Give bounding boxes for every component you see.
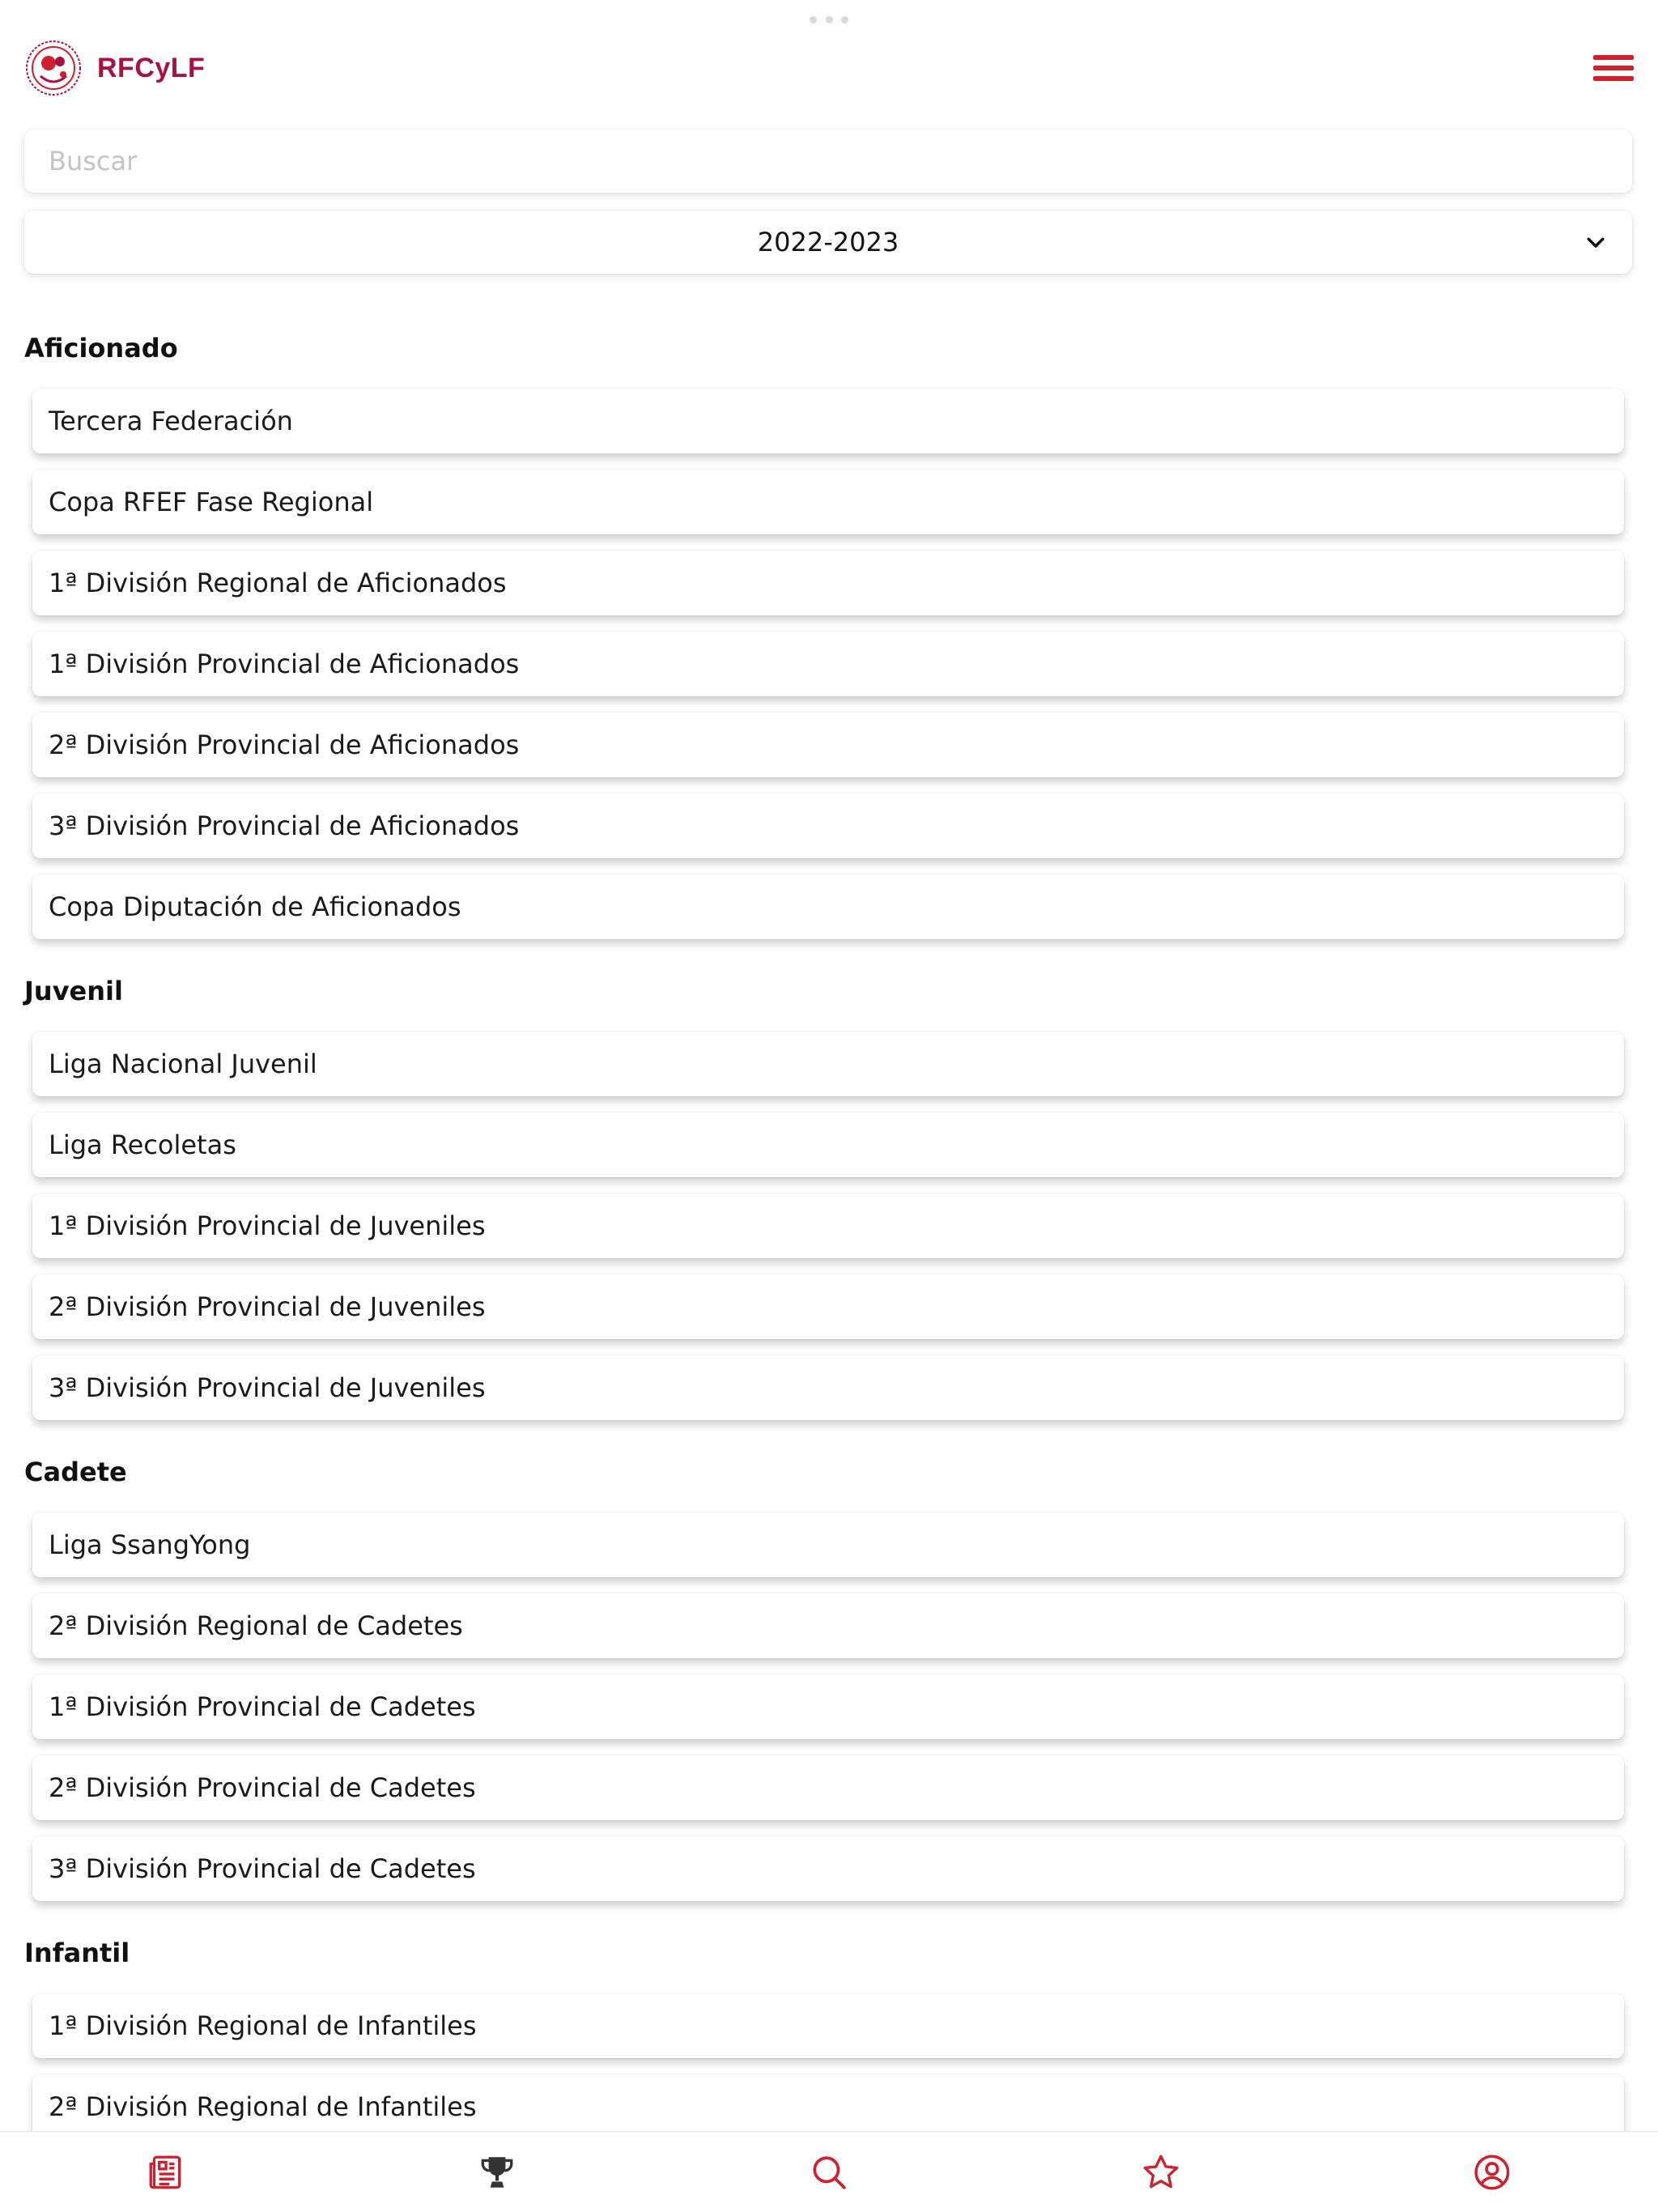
season-value: 2022-2023 [757,227,899,257]
competition-item[interactable]: Liga Recoletas [32,1112,1624,1177]
tab-favorites[interactable] [995,2132,1327,2212]
competition-item[interactable]: 2ª División Provincial de Juveniles [32,1274,1624,1339]
trophy-icon [477,2152,517,2193]
bottom-tab-bar [0,2131,1658,2212]
competition-item[interactable]: 2ª División Provincial de Aficionados [32,713,1624,777]
competition-item[interactable]: 3ª División Provincial de Juveniles [32,1355,1624,1420]
competition-item[interactable]: Tercera Federación [32,389,1624,453]
competitions-list [24,324,1635,2167]
sheet-grabber[interactable] [810,16,848,23]
federation-logo [24,39,83,97]
section-juvenil [24,967,1635,1420]
competition-item[interactable]: 3ª División Provincial de Aficionados [32,793,1624,858]
season-select[interactable] [24,211,1632,274]
section-title: Aficionado [24,333,178,364]
user-icon [1472,2152,1512,2193]
competition-item[interactable]: 1ª División Provincial de Aficionados [32,632,1624,696]
competition-item[interactable]: Copa Diputación de Aficionados [32,874,1624,939]
search-icon [809,2152,849,2193]
competition-item[interactable]: 2ª División Regional de Infantiles [32,2074,1624,2139]
competition-item[interactable]: Liga Nacional Juvenil [32,1032,1624,1096]
section-title: Cadete [24,1457,127,1487]
brand-name: RFCyLF [97,52,206,83]
competition-item[interactable]: 2ª División Provincial de Cadetes [32,1755,1624,1820]
star-icon [1141,2152,1181,2193]
competition-item[interactable]: 1ª División Regional de Aficionados [32,551,1624,615]
competition-item[interactable]: 1ª División Provincial de Juveniles [32,1193,1624,1258]
section-title: Infantil [24,1938,130,1968]
competition-item[interactable]: Liga SsangYong [32,1512,1624,1577]
competition-item[interactable]: Copa RFEF Fase Regional [32,470,1624,534]
tab-competitions[interactable] [332,2132,664,2212]
section-infantil [24,1929,1635,2139]
section-aficionado [24,324,1635,939]
tab-search[interactable] [663,2132,995,2212]
chevron-down-icon [1584,230,1608,254]
competition-item[interactable]: 3ª División Provincial de Cadetes [32,1836,1624,1901]
search-input[interactable] [24,130,1632,193]
app-header [24,36,1634,100]
tab-news[interactable] [0,2132,332,2212]
section-title: Juvenil [24,976,123,1006]
menu-icon[interactable] [1593,48,1634,88]
competition-item[interactable]: 1ª División Regional de Infantiles [32,1993,1624,2058]
news-icon [146,2152,186,2193]
section-cadete [24,1448,1635,1901]
brand[interactable] [24,39,205,97]
tab-profile[interactable] [1326,2132,1658,2212]
competition-item[interactable]: 2ª División Regional de Cadetes [32,1593,1624,1658]
competition-item[interactable]: 1ª División Provincial de Cadetes [32,1674,1624,1739]
